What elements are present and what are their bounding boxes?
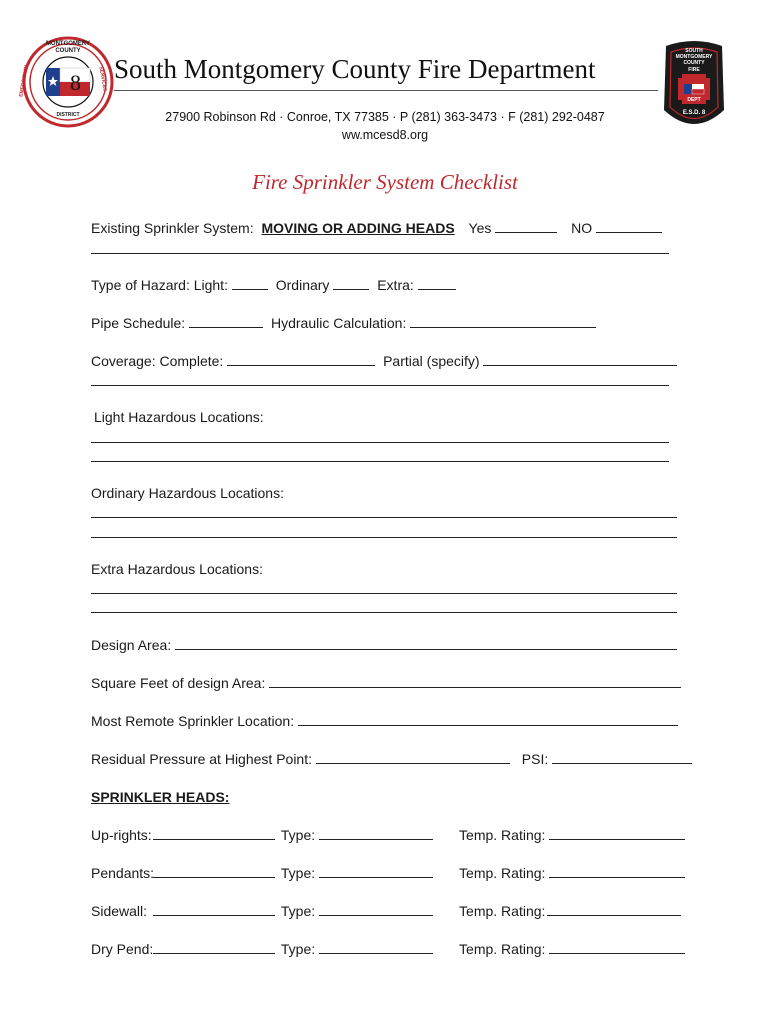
remote-sprinkler-label: Most Remote Sprinkler Location: (91, 713, 295, 729)
uprights-temp-field[interactable] (549, 838, 685, 840)
existing-no-label: NO (571, 220, 593, 236)
uprights-type-field[interactable] (319, 838, 433, 840)
head-row-sidewall (91, 903, 681, 919)
coverage-row (91, 353, 677, 369)
residual-pressure-row (91, 751, 692, 767)
dry-pend-temp-field[interactable] (549, 952, 685, 954)
pipe-schedule-field[interactable] (189, 326, 263, 328)
hazard-light-label: Type of Hazard: Light: (91, 277, 228, 293)
pipe-schedule-row (91, 315, 596, 331)
coverage-partial-label: Partial (specify) (383, 353, 480, 369)
hydraulic-calc-label: Hydraulic Calculation: (270, 315, 407, 331)
coverage-complete-label: Coverage: Complete: (91, 353, 224, 369)
hazard-type-row (91, 277, 456, 293)
pendants-label: Pendants: (91, 865, 155, 881)
dry-pend-type-field[interactable] (319, 952, 433, 954)
address-line: 27900 Robinson Rd · Conroe, TX 77385 · P (281) 363-3473 · F (281) 292-0487 (165, 110, 605, 124)
ordinary-hazard-line-2[interactable] (91, 537, 677, 538)
seal-number: 8 (70, 70, 81, 95)
psi-label: PSI: (521, 751, 549, 767)
design-area-field[interactable] (175, 648, 677, 650)
sidewall-type-label: Type: (280, 903, 316, 919)
pendants-type-label: Type: (280, 865, 316, 881)
coverage-notes-line[interactable] (91, 385, 669, 386)
existing-system-row (91, 220, 662, 236)
moving-adding-heads-emphasis: MOVING OR ADDING HEADS (261, 220, 455, 236)
form-title: Fire Sprinkler System Checklist (252, 170, 518, 194)
uprights-label: Up-rights: (91, 827, 152, 843)
seal-bottom-text: DISTRICT (56, 112, 80, 118)
dry-pend-label: Dry Pend: (91, 941, 154, 957)
head-row-uprights (91, 827, 685, 843)
dry-pend-type-label: Type: (280, 941, 316, 957)
dry-pend-field[interactable] (153, 952, 275, 954)
header-divider (114, 90, 658, 91)
head-row-pendants (91, 865, 685, 881)
dry-pend-temp-label: Temp. Rating: (459, 941, 546, 957)
hazard-extra-label: Extra: (377, 277, 414, 293)
sidewall-label: Sidewall: (91, 903, 148, 919)
square-feet-row (91, 675, 681, 691)
coverage-complete-field[interactable] (227, 364, 375, 366)
hazard-extra-field[interactable] (418, 288, 456, 290)
sidewall-temp-field[interactable] (547, 914, 681, 916)
seal-side-right: SERVICES (97, 66, 108, 92)
ordinary-hazard-locations-label: Ordinary Hazardous Locations: (91, 485, 284, 501)
seal-top-text: MONTGOMERY COUNTY (45, 41, 91, 54)
light-hazard-locations-label: Light Hazardous Locations: (94, 409, 264, 425)
existing-yes-label: Yes (468, 220, 492, 236)
psi-field[interactable] (552, 762, 692, 764)
pendants-temp-label: Temp. Rating: (459, 865, 546, 881)
design-area-row (91, 637, 677, 653)
remote-sprinkler-field[interactable] (298, 724, 678, 726)
sidewall-type-field[interactable] (319, 914, 433, 916)
coverage-partial-field[interactable] (483, 364, 677, 366)
badge-bottom-text: E.S.D. 8 (682, 110, 706, 116)
light-hazard-line-2[interactable] (91, 461, 669, 462)
light-hazard-line-1[interactable] (91, 442, 669, 443)
sidewall-field[interactable] (153, 914, 275, 916)
residual-pressure-label: Residual Pressure at Highest Point: (91, 751, 312, 767)
pendants-temp-field[interactable] (549, 876, 685, 878)
extra-hazard-locations-label: Extra Hazardous Locations: (91, 561, 263, 577)
head-row-dry-pend (91, 941, 685, 957)
residual-pressure-field[interactable] (316, 762, 510, 764)
hazard-ordinary-field[interactable] (333, 288, 369, 290)
hazard-ordinary-label: Ordinary (275, 277, 330, 293)
uprights-field[interactable] (153, 838, 275, 840)
uprights-temp-label: Temp. Rating: (459, 827, 546, 843)
badge-dept-text: DEPT (687, 97, 701, 103)
uprights-type-label: Type: (280, 827, 316, 843)
extra-hazard-line-1[interactable] (91, 593, 677, 594)
pipe-schedule-label: Pipe Schedule: (91, 315, 186, 331)
sprinkler-heads-heading: SPRINKLER HEADS: (91, 789, 230, 805)
ordinary-hazard-line-1[interactable] (91, 517, 677, 518)
existing-notes-line[interactable] (91, 253, 669, 254)
remote-sprinkler-row (91, 713, 678, 729)
square-feet-field[interactable] (269, 686, 681, 688)
hazard-light-field[interactable] (232, 288, 268, 290)
badge-fire-text: FIRE (688, 67, 700, 73)
organization-name: South Montgomery County Fire Department (114, 54, 596, 84)
square-feet-label: Square Feet of design Area: (91, 675, 266, 691)
pendants-field[interactable] (153, 876, 275, 878)
hydraulic-calc-field[interactable] (410, 326, 596, 328)
website-line: ww.mcesd8.org (341, 128, 429, 142)
badge-top-text: SOUTH MONTGOMERY COUNTY (675, 48, 713, 66)
sidewall-temp-label: Temp. Rating: (459, 903, 546, 919)
existing-no-field[interactable] (596, 231, 662, 233)
existing-yes-field[interactable] (495, 231, 557, 233)
pendants-type-field[interactable] (319, 876, 433, 878)
design-area-label: Design Area: (91, 637, 172, 653)
seal-side-left: EMERGENCY (18, 64, 30, 98)
extra-hazard-line-2[interactable] (91, 612, 677, 613)
existing-system-label: Existing Sprinkler System: (91, 220, 254, 236)
